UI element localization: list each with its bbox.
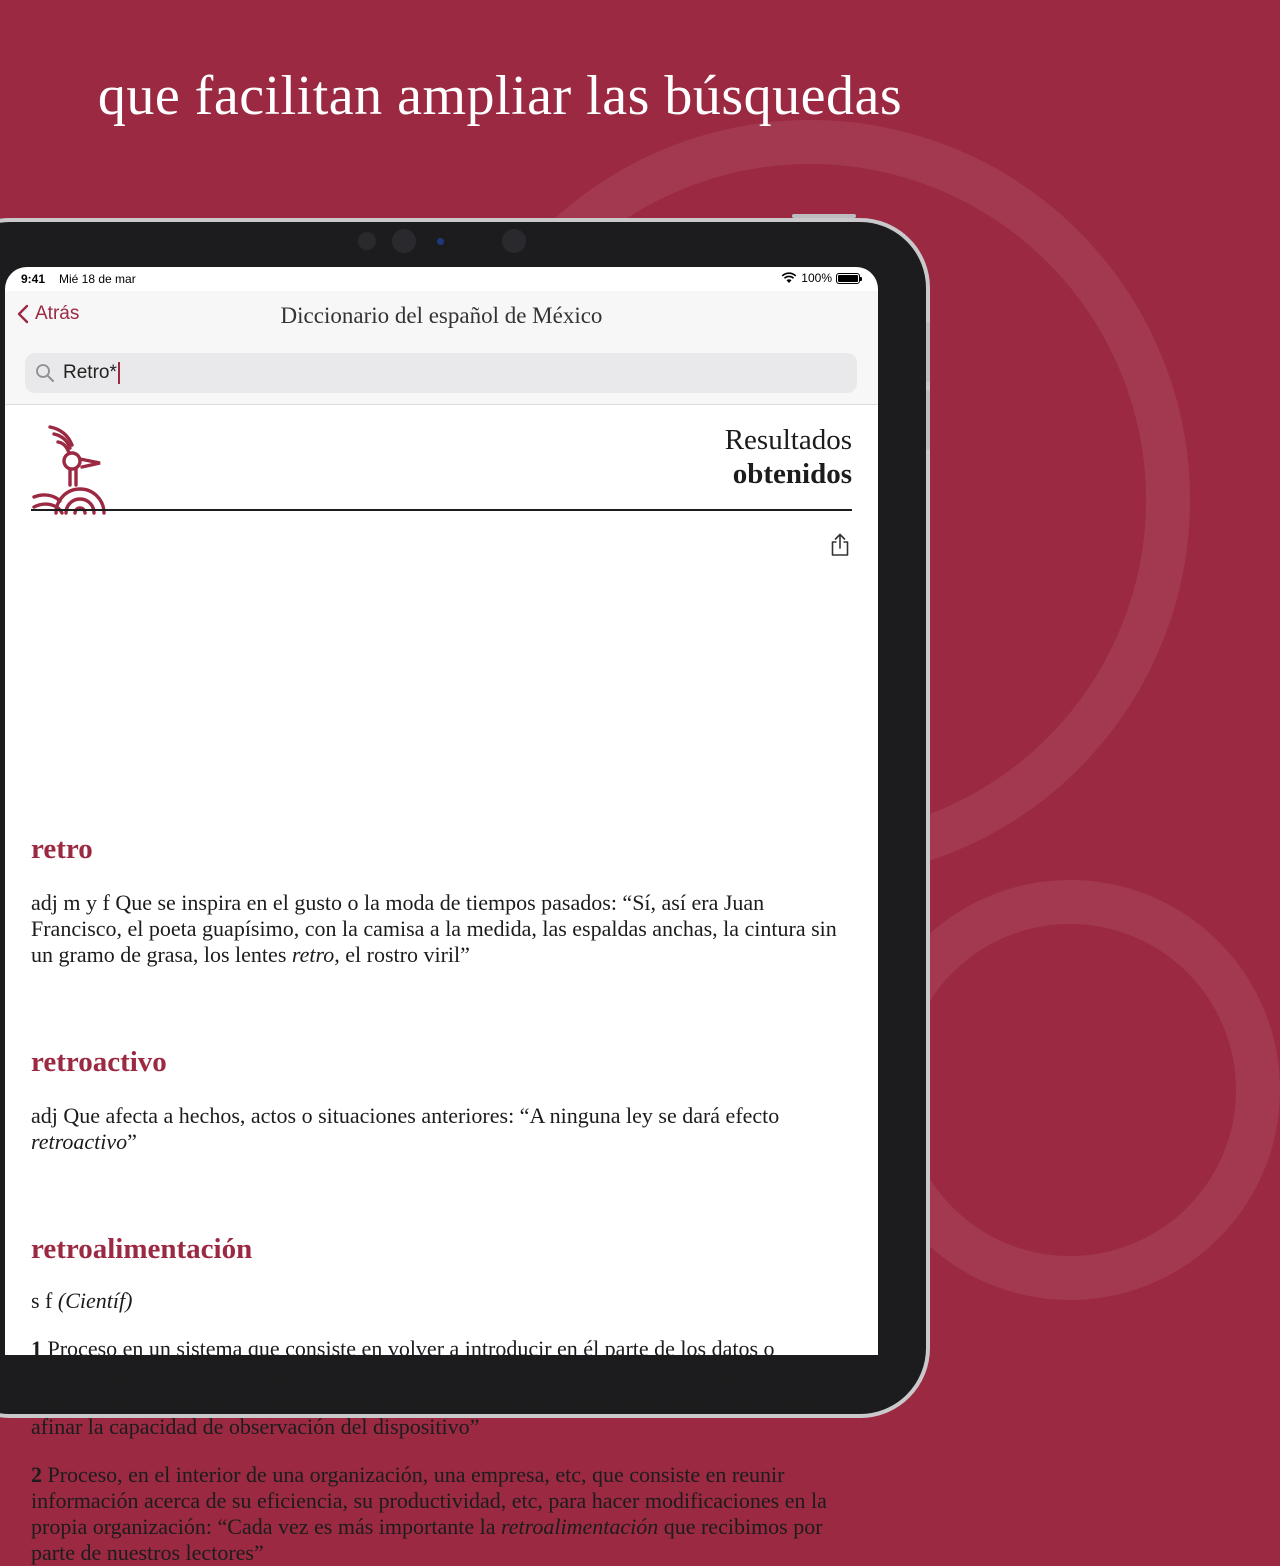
divider bbox=[31, 509, 852, 511]
status-time: 9:41 bbox=[21, 272, 46, 286]
results-heading bbox=[725, 423, 852, 491]
results-content bbox=[5, 405, 878, 1565]
status-right bbox=[781, 271, 860, 285]
search-icon bbox=[35, 363, 55, 383]
status-bar bbox=[5, 267, 878, 291]
entry-category: s f (Científ) bbox=[31, 1288, 133, 1313]
entry-sense: 1 Proceso en un sistema que consiste en volver a introducir en él parte de los datos o señales que produjo, para que sirvan como elementos del control y el mismo sistema se corrija: “De esa forma la retroalimentación recibida de las señales observadas ha permitido afinar la capacidad de observación del dispositivo” bbox=[31, 1336, 834, 1439]
camera-icon bbox=[358, 232, 376, 250]
nav-title: Diccionario del español de México bbox=[280, 303, 603, 328]
share-icon[interactable] bbox=[830, 533, 850, 557]
app-screen bbox=[5, 267, 878, 1565]
device-button bbox=[792, 214, 856, 218]
back-label: Atrás bbox=[35, 303, 80, 324]
entry-word[interactable]: retroactivo bbox=[31, 1046, 167, 1078]
wifi-icon bbox=[781, 272, 797, 284]
battery-icon bbox=[836, 273, 860, 284]
entry-sense: 2 Proceso, en el interior de una organización, una empresa, etc, que consiste en reunir información acerca de su eficiencia, su productividad, etc, para hacer modificaciones en la propia organización: “Cada vez es más importante la retroalimentación que recibimos por parte de nuestros lectores” bbox=[31, 1462, 827, 1565]
results-heading-line2: obtenidos bbox=[732, 458, 852, 490]
navigation-bar bbox=[5, 291, 878, 343]
entry-retro bbox=[31, 833, 841, 968]
bird-logo-icon bbox=[30, 423, 108, 515]
results-heading-line1: Resultados bbox=[724, 424, 852, 456]
search-input[interactable] bbox=[25, 353, 857, 393]
device-button bbox=[926, 322, 930, 382]
camera-icon bbox=[392, 229, 416, 253]
entry-definition: adj m y f Que se inspira en el gusto o la moda de tiempos pasados: “Sí, así era Juan Francisco, el poeta guapísimo, con la camisa a la medida, las espaldas anchas, la cintura sin un gramo de grasa, los lentes retro, el rostro viril” bbox=[31, 890, 837, 967]
search-bar-container bbox=[5, 343, 878, 405]
camera-icon bbox=[437, 238, 444, 245]
camera-icon bbox=[502, 229, 526, 253]
entry-retroalimentacion bbox=[31, 1233, 841, 1566]
device-button bbox=[926, 390, 930, 450]
status-date: Mié 18 de mar bbox=[59, 272, 136, 286]
entry-retroactivo bbox=[31, 1046, 841, 1155]
search-value: Retro* bbox=[63, 362, 120, 384]
entry-definition: adj Que afecta a hechos, actos o situaciones anteriores: “A ninguna ley se dará efecto retroactivo” bbox=[31, 1103, 780, 1154]
battery-percent: 100% bbox=[801, 271, 832, 285]
entry-word[interactable]: retro bbox=[31, 833, 93, 865]
entry-word[interactable]: retroalimentación bbox=[31, 1233, 253, 1265]
headline: que facilitan ampliar las búsquedas bbox=[97, 65, 903, 127]
